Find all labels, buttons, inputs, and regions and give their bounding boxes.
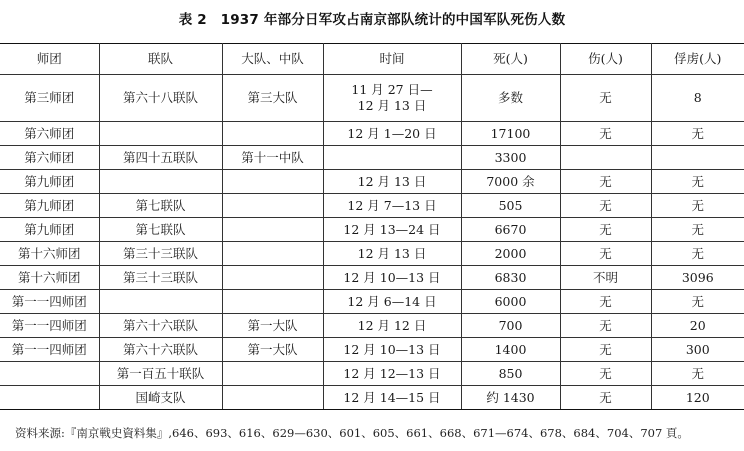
- cell-time: 12 月 12—13 日: [323, 362, 461, 386]
- cell-captured: [651, 146, 744, 170]
- table-row: [0, 242, 744, 266]
- cell-time: 12 月 1—20 日: [323, 122, 461, 146]
- cell-regiment: 国崎支队: [99, 386, 222, 410]
- cell-division: 第六师团: [0, 122, 99, 146]
- cell-captured: 无: [651, 194, 744, 218]
- cell-regiment: 第六十六联队: [99, 314, 222, 338]
- cell-regiment: 第三十三联队: [99, 266, 222, 290]
- casualty-table: [0, 43, 744, 410]
- cell-division: 第一一四师团: [0, 338, 99, 362]
- cell-division: [0, 386, 99, 410]
- cell-captured: 无: [651, 218, 744, 242]
- cell-dead: 2000: [461, 242, 560, 266]
- table-row: [0, 146, 744, 170]
- cell-battalion: [222, 362, 323, 386]
- cell-dead: 1400: [461, 338, 560, 362]
- cell-wounded: 无: [560, 386, 651, 410]
- table-row: [0, 170, 744, 194]
- cell-time: [323, 146, 461, 170]
- cell-regiment: 第一百五十联队: [99, 362, 222, 386]
- table-row: [0, 314, 744, 338]
- cell-wounded: 无: [560, 314, 651, 338]
- header-dead: 死(人): [461, 44, 560, 75]
- cell-wounded: 无: [560, 218, 651, 242]
- cell-wounded: 无: [560, 338, 651, 362]
- cell-wounded: 无: [560, 122, 651, 146]
- cell-dead: 700: [461, 314, 560, 338]
- cell-captured: 300: [651, 338, 744, 362]
- cell-wounded: 无: [560, 290, 651, 314]
- table-row: [0, 218, 744, 242]
- cell-time: 12 月 10—13 日: [323, 338, 461, 362]
- cell-battalion: 第三大队: [222, 75, 323, 122]
- cell-division: 第三师团: [0, 75, 99, 122]
- cell-dead: 多数: [461, 75, 560, 122]
- table-title: 表 2 1937 年部分日军攻占南京部队统计的中国军队死伤人数: [178, 12, 566, 28]
- cell-captured: 120: [651, 386, 744, 410]
- cell-wounded: 无: [560, 242, 651, 266]
- cell-dead: 7000 余: [461, 170, 560, 194]
- cell-regiment: [99, 122, 222, 146]
- cell-dead: 3300: [461, 146, 560, 170]
- cell-time: 12 月 14—15 日: [323, 386, 461, 410]
- header-battalion: 大队、中队: [222, 44, 323, 75]
- table-row: [0, 386, 744, 410]
- cell-regiment: [99, 170, 222, 194]
- cell-battalion: [222, 386, 323, 410]
- cell-dead: 6000: [461, 290, 560, 314]
- cell-battalion: 第一大队: [222, 338, 323, 362]
- cell-battalion: 第一大队: [222, 314, 323, 338]
- cell-regiment: 第六十六联队: [99, 338, 222, 362]
- cell-wounded: [560, 146, 651, 170]
- cell-time-line2: 12 月 13 日: [357, 98, 427, 113]
- header-time: 时间: [323, 44, 461, 75]
- cell-battalion: [222, 218, 323, 242]
- cell-time-line1: 11 月 27 日—: [351, 82, 433, 97]
- cell-captured: 3096: [651, 266, 744, 290]
- table-row: [0, 290, 744, 314]
- cell-regiment: 第七联队: [99, 194, 222, 218]
- cell-time: 12 月 13 日: [323, 242, 461, 266]
- cell-time: 12 月 6—14 日: [323, 290, 461, 314]
- header-captured: 俘虏(人): [651, 44, 744, 75]
- cell-division: 第一一四师团: [0, 314, 99, 338]
- cell-division: 第十六师团: [0, 242, 99, 266]
- cell-regiment: [99, 290, 222, 314]
- cell-division: 第一一四师团: [0, 290, 99, 314]
- table-row: [0, 362, 744, 386]
- cell-division: 第六师团: [0, 146, 99, 170]
- cell-time: 12 月 12 日: [323, 314, 461, 338]
- cell-division: 第九师团: [0, 218, 99, 242]
- table-row: [0, 194, 744, 218]
- cell-dead: 6830: [461, 266, 560, 290]
- cell-wounded: 无: [560, 170, 651, 194]
- cell-division: 第九师团: [0, 170, 99, 194]
- cell-battalion: [222, 122, 323, 146]
- cell-dead: 17100: [461, 122, 560, 146]
- cell-dead: 850: [461, 362, 560, 386]
- cell-captured: 8: [651, 75, 744, 122]
- cell-battalion: [222, 170, 323, 194]
- cell-battalion: [222, 290, 323, 314]
- cell-division: 第十六师团: [0, 266, 99, 290]
- cell-captured: 无: [651, 362, 744, 386]
- cell-wounded: 不明: [560, 266, 651, 290]
- cell-captured: 无: [651, 242, 744, 266]
- table-row: [0, 266, 744, 290]
- cell-battalion: [222, 242, 323, 266]
- cell-regiment: 第三十三联队: [99, 242, 222, 266]
- cell-time: 12 月 7—13 日: [323, 194, 461, 218]
- cell-regiment: 第四十五联队: [99, 146, 222, 170]
- table-row: [0, 338, 744, 362]
- header-row: [0, 44, 744, 75]
- cell-wounded: 无: [560, 194, 651, 218]
- cell-captured: 20: [651, 314, 744, 338]
- cell-battalion: [222, 194, 323, 218]
- cell-time: 12 月 13—24 日: [323, 218, 461, 242]
- table-row: [0, 75, 744, 122]
- cell-time: 12 月 13 日: [323, 170, 461, 194]
- cell-captured: 无: [651, 122, 744, 146]
- table-row: [0, 122, 744, 146]
- cell-captured: 无: [651, 170, 744, 194]
- cell-battalion: 第十一中队: [222, 146, 323, 170]
- cell-wounded: 无: [560, 362, 651, 386]
- cell-regiment: 第七联队: [99, 218, 222, 242]
- cell-regiment: 第六十八联队: [99, 75, 222, 122]
- cell-dead: 约 1430: [461, 386, 560, 410]
- cell-division: [0, 362, 99, 386]
- header-division: 师团: [0, 44, 99, 75]
- cell-wounded: 无: [560, 75, 651, 122]
- header-wounded: 伤(人): [560, 44, 651, 75]
- cell-dead: 505: [461, 194, 560, 218]
- cell-battalion: [222, 266, 323, 290]
- header-regiment: 联队: [99, 44, 222, 75]
- cell-dead: 6670: [461, 218, 560, 242]
- source-note: 资料来源:『南京戦史資料集』,646、693、616、629—630、601、605、661、668、671—674、678、684、704、707 頁。: [15, 426, 689, 440]
- cell-captured: 无: [651, 290, 744, 314]
- cell-time: 12 月 10—13 日: [323, 266, 461, 290]
- cell-division: 第九师团: [0, 194, 99, 218]
- cell-time: [323, 75, 461, 122]
